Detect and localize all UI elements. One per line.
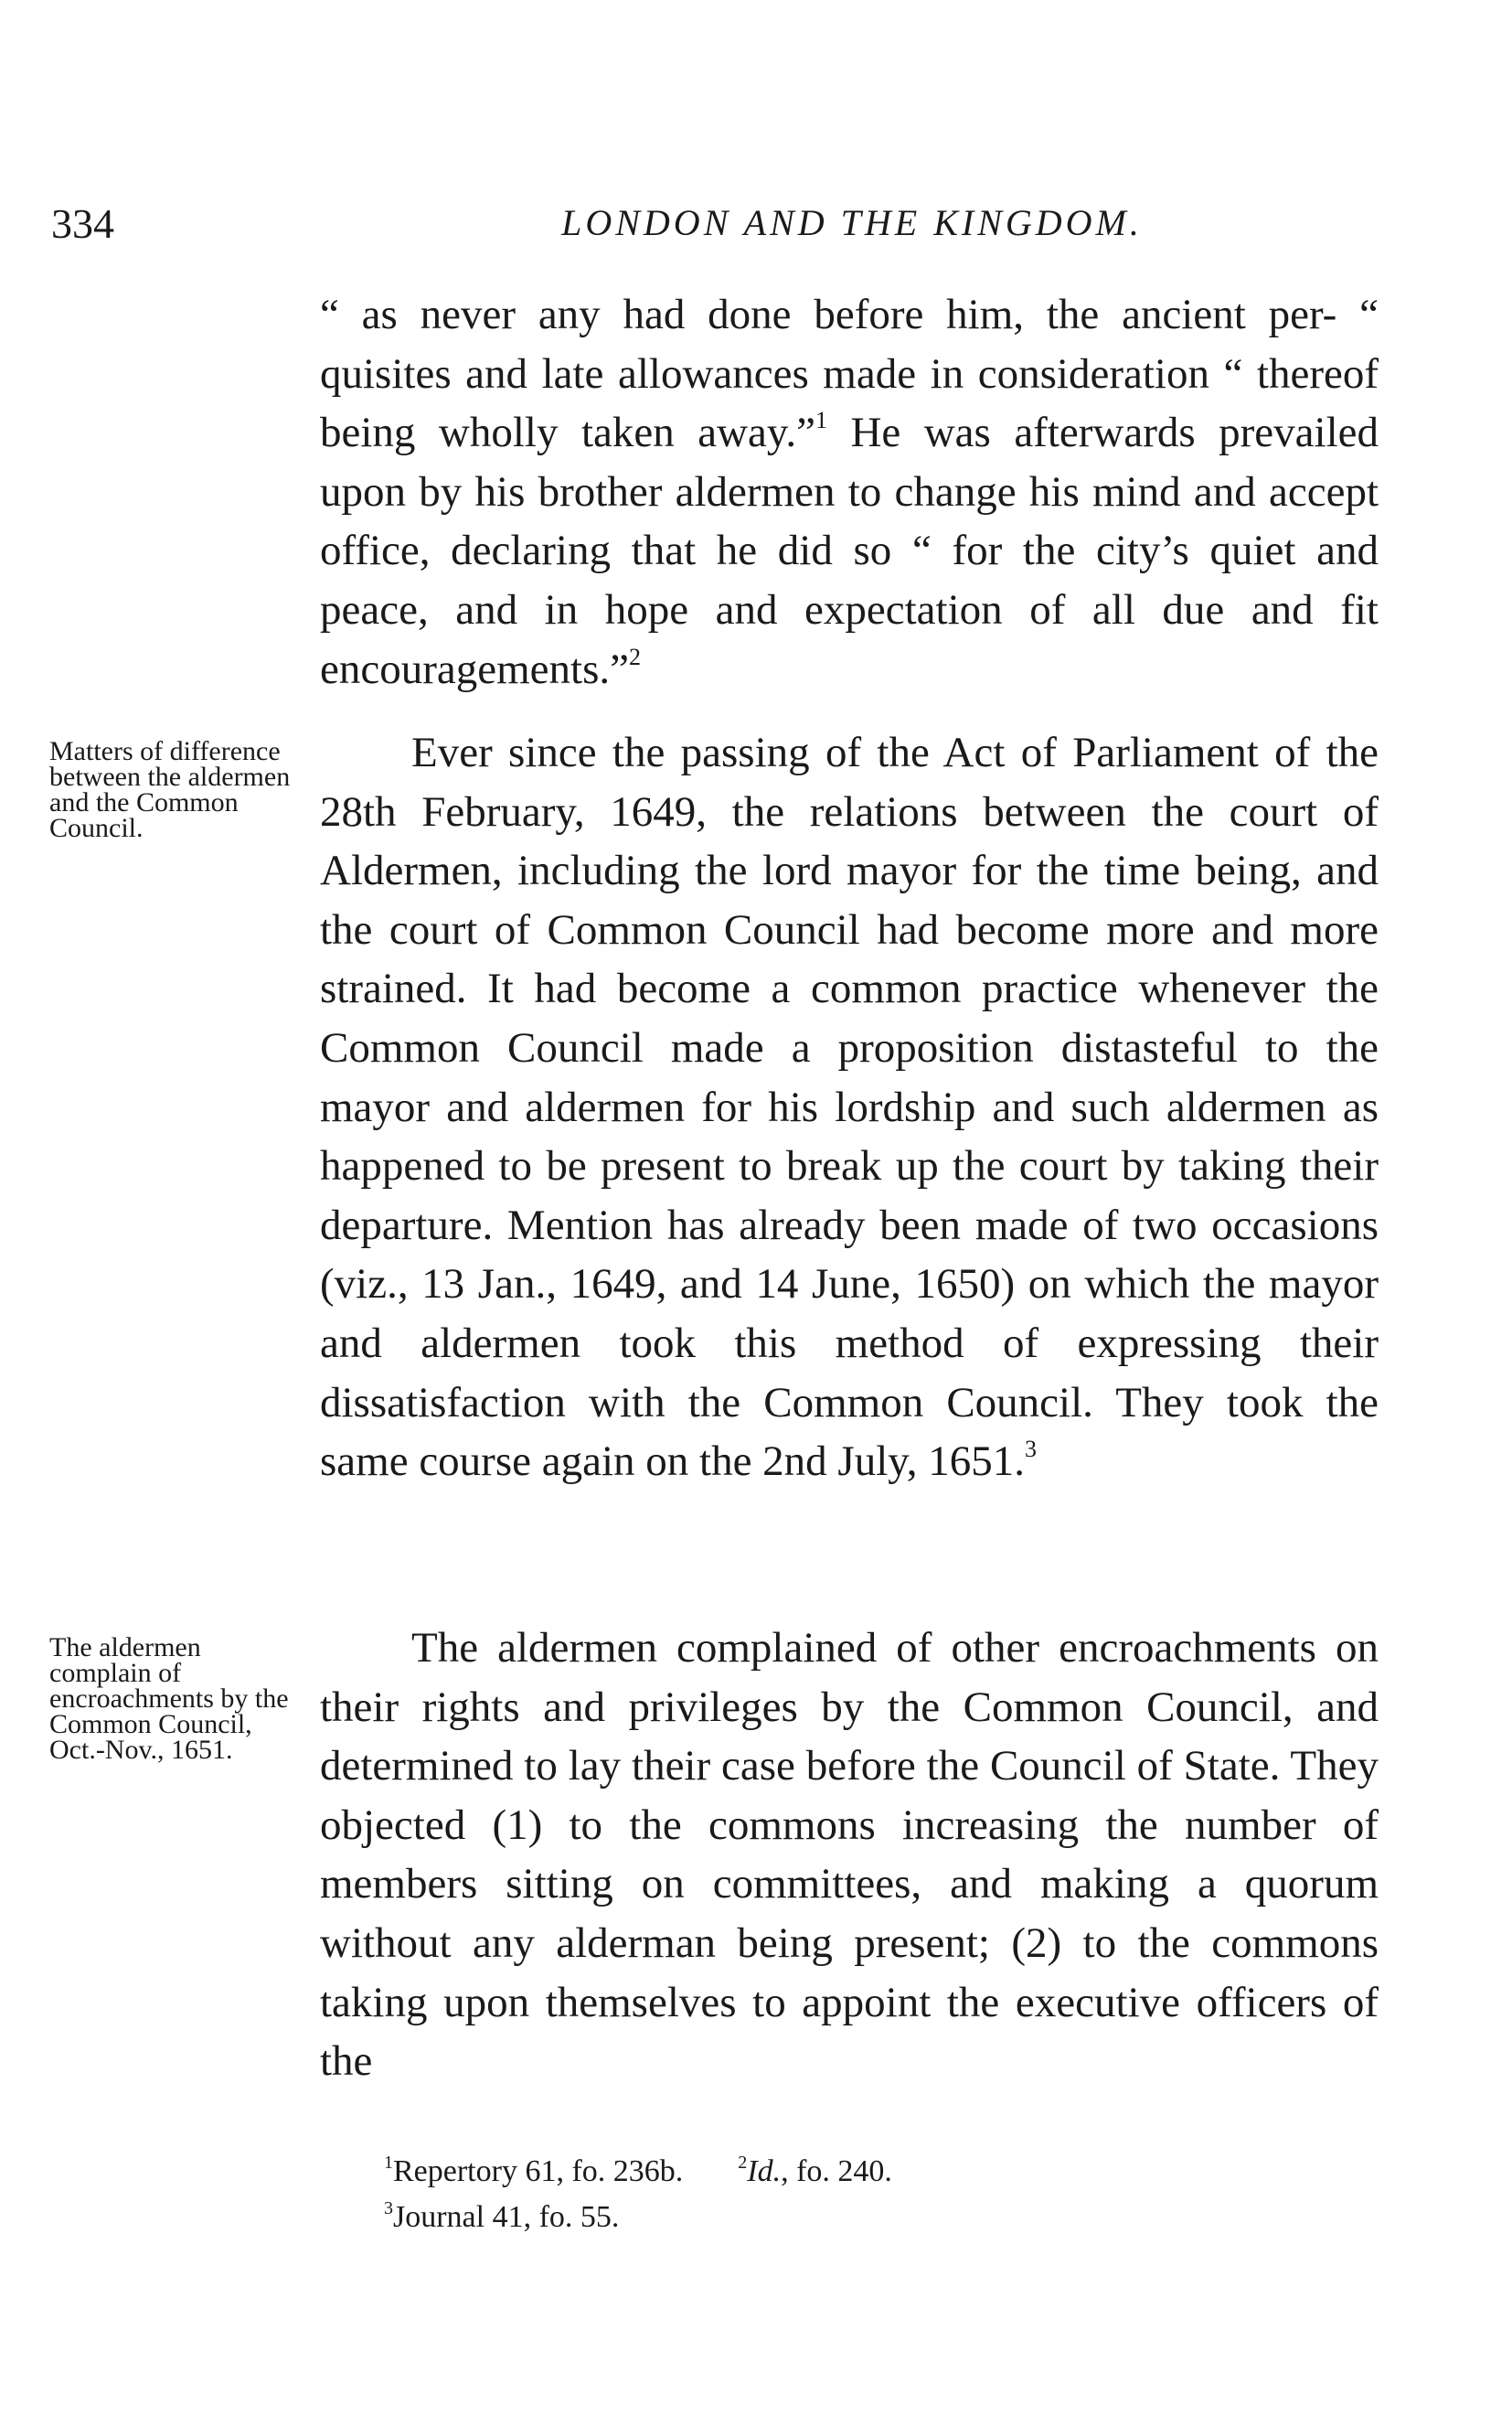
footnote-2-mark: 2 [738, 2153, 748, 2173]
footnote-ref-1: 1 [815, 407, 827, 434]
page-number: 334 [51, 200, 114, 247]
sidenote-matters-of-difference: Matters of difference between the aldermen and the Common Council. [49, 736, 291, 843]
footnote-3-text: Journal 41, fo. 55. [393, 2200, 620, 2234]
footnote-1-mark: 1 [384, 2153, 393, 2173]
paragraph-encroachments [320, 1619, 1379, 2091]
footnote-2-italic: Id. [747, 2154, 782, 2188]
footnote-2-text: , fo. 240. [781, 2154, 892, 2188]
sidenote-encroachments: The aldermen complain of encroachments by the Common Council, Oct.-Nov., 1651. [49, 1632, 289, 1765]
footnotes [384, 2149, 892, 2240]
paragraph-encroachments-text: The aldermen complained of other encroachments on their rights and privileges by the Common Council, and determined to lay their case before the Council of State. They objected (1) to the commons increasing the number of members sitting on committees, and making a quorum without any alderman being present; (2) to the commons taking upon themselves to appoint the executive officers of the [320, 1624, 1379, 2086]
footnote-ref-3: 3 [1024, 1436, 1037, 1463]
footnote-1-text: Repertory 61, fo. 236b. [393, 2154, 684, 2188]
paragraph-relations-text: Ever since the passing of the Act of Parliament of the 28th February, 1649, the relations between the court of Aldermen, including the lord mayor for the time being, and the court of Common Council had become more and more strained. It had become a common practice whenever the Common Council made a proposition distasteful to the mayor and aldermen for his lordship and such aldermen as happened to be present to break up the court by taking their departure. Mention has already been made of two occasions (viz., 13 Jan., 1649, and 14 June, 1650) on which the mayor and aldermen took this method of expressing their dissatisfaction with the Common Council. They took the same course again on the 2nd July, 1651. [320, 729, 1379, 1486]
footnote-3-mark: 3 [384, 2198, 393, 2218]
paragraph-relations [320, 723, 1379, 1491]
running-title: LONDON AND THE KINGDOM. [561, 202, 1143, 243]
continuation-text: “ as never any had done before him, the ancient per- “ quisites and late allowances made in consideration “ thereof being wholly taken away.” [320, 291, 1379, 457]
continuation-paragraph [320, 285, 1379, 699]
footnote-ref-2: 2 [628, 643, 641, 670]
continuation-text-after: He was afterwards prevailed upon by his brother aldermen to change his mind and accept office, declaring that he did so “ for the city’s quiet and peace, and in hope and expectation of all due and fit encouragements.” [320, 409, 1379, 693]
footnote-line-2 [384, 2195, 892, 2240]
footnote-line-1 [384, 2149, 892, 2195]
